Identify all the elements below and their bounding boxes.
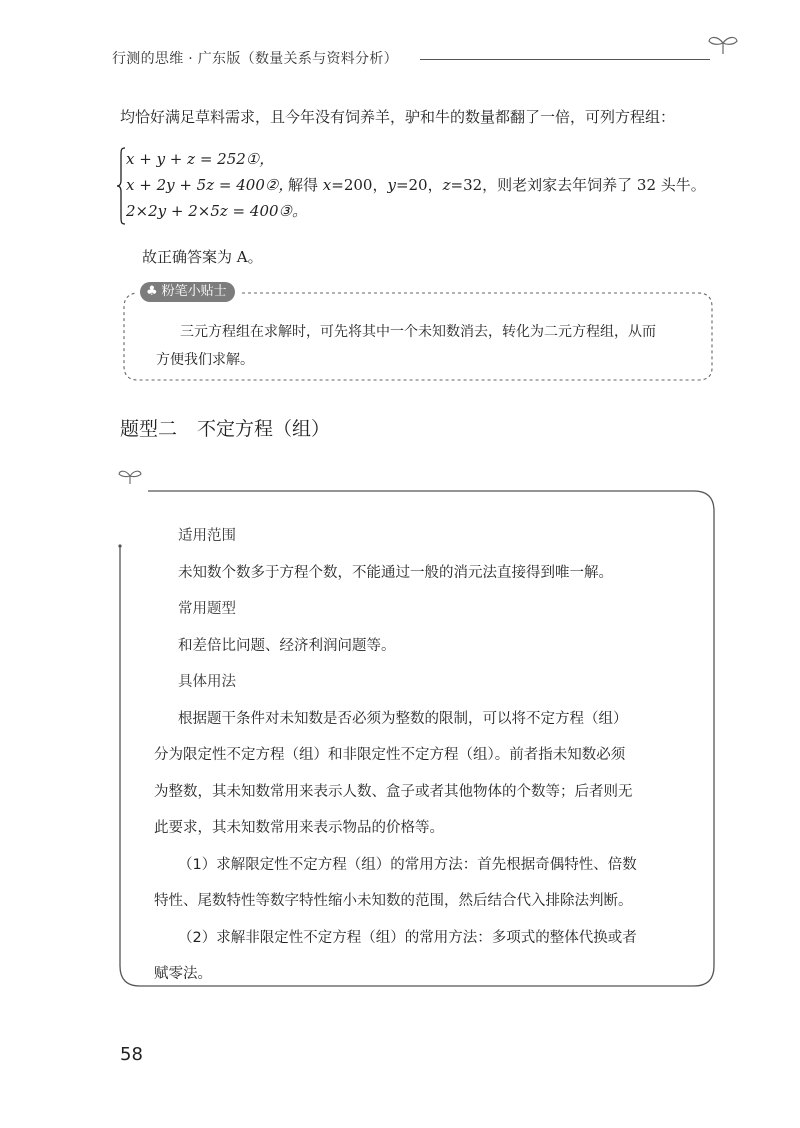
- usage-p1-line-4: 此要求，其未知数常用来表示物品的价格等。: [154, 820, 444, 836]
- header-rule: [420, 59, 710, 60]
- usage-p3-line-1: （2）求解非限定性不定方程（组）的常用方法：多项式的整体代换或者: [178, 929, 637, 946]
- answer-line: 故正确答案为 A。: [142, 248, 263, 266]
- text-types: 和差倍比问题、经济利润问题等。: [178, 637, 396, 654]
- equation-2: x + 2y + 5z = 400②，: [126, 176, 294, 194]
- usage-p2-line-2: 特性、尾数特性等数字特性缩小未知数的范围，然后结合代入排除法判断。: [154, 893, 633, 909]
- equation-1: x + y + z = 252①，: [126, 150, 275, 168]
- result-z-var: z: [442, 176, 451, 194]
- heading-types: 常用题型: [178, 601, 236, 617]
- equation-result: [288, 174, 706, 195]
- usage-p2-line-1: （1）求解限定性不定方程（组）的常用方法：首先根据奇偶特性、倍数: [178, 856, 637, 873]
- heading-usage: 具体用法: [178, 674, 236, 690]
- header-title: 行测的思维 · 广东版（数量关系与资料分析）: [112, 51, 398, 67]
- intro-paragraph: 均恰好满足草料需求，且今年没有饲养羊，驴和牛的数量都翻了一倍，可列方程组：: [120, 108, 676, 126]
- section-title: [120, 414, 330, 441]
- equation-3: 2×2y + 2×5z = 400③。: [126, 202, 307, 220]
- sprout-icon: [118, 466, 142, 486]
- page-number: 58: [120, 1044, 143, 1065]
- equation-lines: [126, 146, 307, 224]
- brace-icon: [116, 146, 126, 226]
- leaf-icon: ♣: [146, 284, 158, 299]
- method-content: [154, 518, 698, 993]
- method-box: [118, 490, 716, 988]
- usage-p1-line-1: 根据题干条件对未知数是否必须为整数的限制，可以将不定方程（组）: [178, 710, 628, 727]
- text-scope: 未知数个数多于方程个数，不能通过一般的消元法直接得到唯一解。: [178, 564, 613, 581]
- running-header: [112, 46, 740, 74]
- result-y-val: =20，: [395, 176, 443, 194]
- tip-label-text: 粉笔小贴士: [161, 284, 227, 299]
- sprout-icon: [706, 32, 740, 56]
- result-prefix: 解得: [288, 176, 323, 194]
- result-z-val: =32，则老刘家去年饲养了 32 头牛。: [450, 176, 706, 194]
- tip-box: [122, 282, 714, 382]
- heading-scope: 适用范围: [178, 528, 236, 544]
- tip-label: [140, 282, 235, 302]
- tip-line-2: 方便我们求解。: [156, 352, 254, 368]
- usage-p1-line-3: 为整数，其未知数常用来表示人数、盒子或者其他物体的个数等；后者则无: [154, 783, 633, 800]
- usage-p3-line-2: 赋零法。: [154, 966, 212, 982]
- result-x-val: =200，: [331, 176, 388, 194]
- section-part: 题型二: [120, 418, 178, 440]
- usage-p1-line-2: 分为限定性不定方程（组）和非限定性不定方程（组）。前者指未知数必须: [154, 747, 626, 763]
- section-title-text: 不定方程（组）: [197, 418, 331, 440]
- tip-text: [156, 318, 700, 374]
- result-x-var: x: [322, 176, 332, 194]
- tip-line-1: 三元方程组在求解时，可先将其中一个未知数消去，转化为二元方程组，从而: [180, 324, 656, 340]
- result-y-var: y: [387, 176, 396, 194]
